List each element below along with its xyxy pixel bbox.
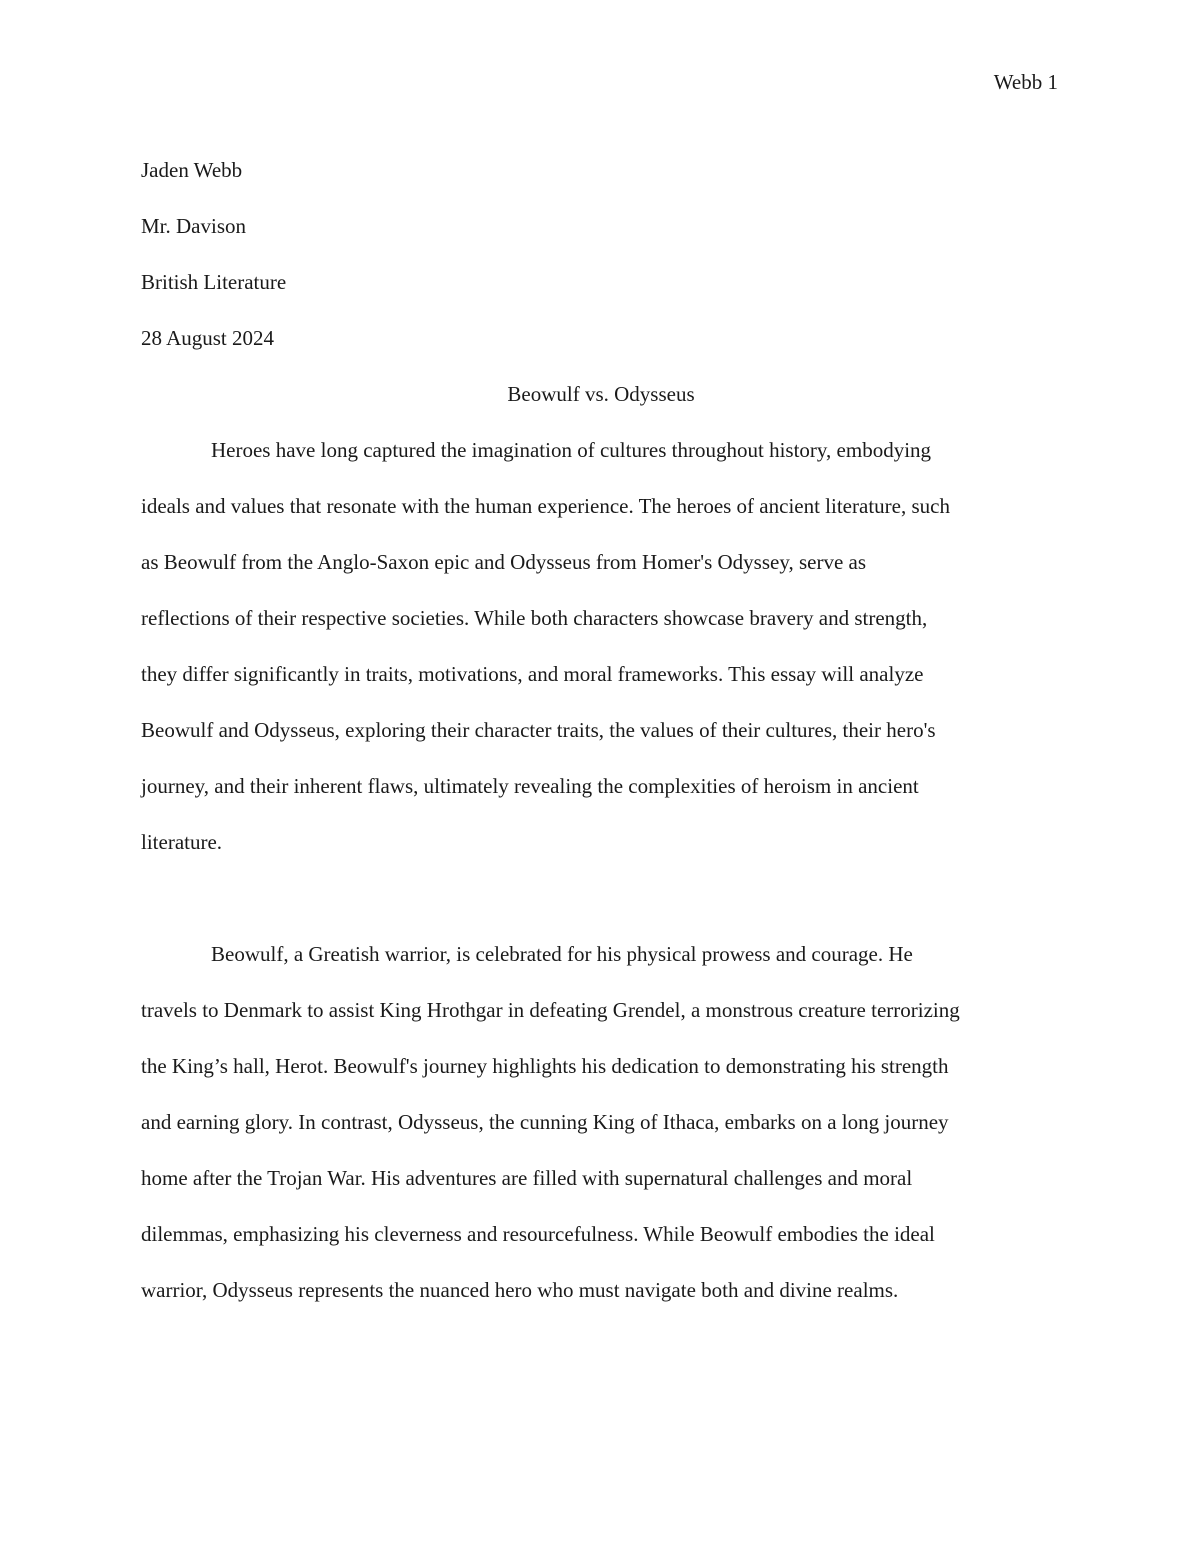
paragraph-line: journey, and their inherent flaws, ultimately revealing the complexities of heroism in ancient	[141, 774, 919, 798]
paragraph-line: they differ significantly in traits, motivations, and moral frameworks. This essay will analyze	[141, 662, 924, 686]
paragraph-line: Heroes have long captured the imagination of cultures throughout history, embodying	[211, 438, 932, 462]
paragraph-line: the King’s hall, Herot. Beowulf's journey highlights his dedication to demonstrating his strength	[141, 1054, 949, 1078]
paragraph-line: dilemmas, emphasizing his cleverness and resourcefulness. While Beowulf embodies the ideal	[141, 1222, 935, 1246]
paragraph-line: travels to Denmark to assist King Hrothgar in defeating Grendel, a monstrous creature terrorizing	[141, 998, 960, 1022]
essay-date: 28 August 2024	[141, 326, 275, 350]
teacher-name: Mr. Davison	[141, 214, 246, 238]
paragraph-line: as Beowulf from the Anglo-Saxon epic and Odysseus from Homer's Odyssey, serve as	[141, 550, 867, 574]
student-name: Jaden Webb	[141, 158, 243, 182]
course-name: British Literature	[141, 270, 287, 294]
paragraph-line: warrior, Odysseus represents the nuanced hero who must navigate both and divine realms.	[141, 1278, 899, 1302]
paragraph-line: ideals and values that resonate with the human experience. The heroes of ancient literature, such	[141, 494, 950, 518]
paragraph-intro	[141, 422, 1061, 870]
essay-title: Beowulf vs. Odysseus	[507, 382, 695, 406]
document-body	[141, 142, 1061, 1318]
page-header: Webb 1	[993, 70, 1058, 94]
paragraph-line: Beowulf and Odysseus, exploring their character traits, the values of their cultures, their hero's	[141, 718, 936, 742]
paragraph-line: Beowulf, a Greatish warrior, is celebrated for his physical prowess and courage. He	[211, 942, 913, 966]
paragraph-line: reflections of their respective societies. While both characters showcase bravery and strength,	[141, 606, 928, 630]
paragraph-line: literature.	[141, 830, 223, 854]
paragraph-line: and earning glory. In contrast, Odysseus, the cunning King of Ithaca, embarks on a long journey	[141, 1110, 949, 1134]
paragraph-body	[141, 926, 1061, 1318]
paragraph-line: home after the Trojan War. His adventures are filled with supernatural challenges and moral	[141, 1166, 913, 1190]
blank-line	[141, 870, 1061, 926]
